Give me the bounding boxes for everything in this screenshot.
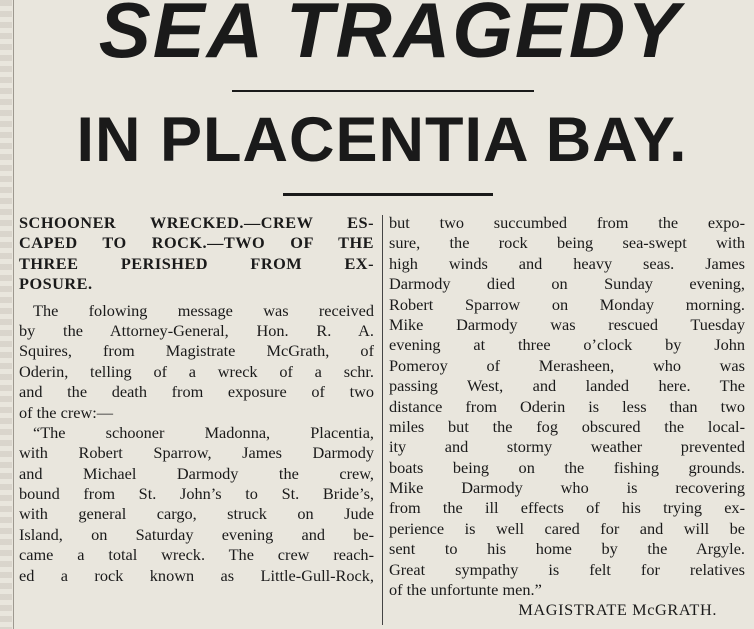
- article-column-right: [389, 213, 745, 621]
- article-divider: [283, 193, 493, 196]
- body-line: with general cargo, struck on Jude: [19, 504, 374, 524]
- article-column-left: [19, 213, 374, 586]
- signature: MAGISTRATE McGRATH.: [518, 600, 717, 620]
- headline-divider: [232, 90, 534, 92]
- subhead-line: SCHOONER WRECKED.—CREW ES-: [19, 213, 374, 232]
- body-line: Pomeroy of Merasheen, who was: [389, 355, 745, 375]
- body-line: and Michael Darmody the crew,: [19, 463, 374, 483]
- body-line: ed a rock known as Little-Gull-Rock,: [19, 565, 374, 585]
- body-line: Darmody died on Sunday evening,: [389, 274, 745, 294]
- body-line: perience is well cared for and will be: [389, 518, 745, 538]
- body-line: Mike Darmody who is recovering: [389, 478, 745, 498]
- column-edge-rule: [13, 0, 14, 629]
- adjacent-column-edge: [0, 0, 12, 629]
- body-line: Island, on Saturday evening and be-: [19, 524, 374, 544]
- subhead-line: THREE PERISHED FROM EX-: [19, 253, 374, 273]
- body-line: but two succumbed from the expo-: [389, 213, 745, 232]
- body-line: Robert Sparrow on Monday morning.: [389, 294, 745, 314]
- body-line: passing West, and landed here. The: [389, 376, 745, 396]
- subhead-line: CAPED TO ROCK.—TWO OF THE: [19, 233, 374, 253]
- column-divider: [382, 215, 383, 625]
- body-line: sent to his home by the Argyle.: [389, 539, 745, 559]
- body-line: from the ill effects of his trying ex-: [389, 498, 745, 518]
- body-line: ity and stormy weather prevented: [389, 437, 745, 457]
- body-line: distance from Oderin is less than two: [389, 396, 745, 416]
- body-line: came a total wreck. The crew reach-: [19, 545, 374, 565]
- headline-line-2: IN PLACENTIA BAY.: [76, 105, 688, 175]
- body-line: bound from St. John’s to St. Bride’s,: [19, 484, 374, 504]
- body-line: Squires, from Magistrate McGrath, of: [19, 341, 374, 361]
- body-line: of the unfortunte men.”: [389, 580, 542, 600]
- body-line: Great sympathy is felt for relatives: [389, 559, 745, 579]
- body-line: evening at three o’clock by John: [389, 335, 745, 355]
- body-line: with Robert Sparrow, James Darmody: [19, 443, 374, 463]
- body-line: of the crew:—: [19, 402, 114, 422]
- headline-line-1: SEA TRAGEDY: [98, 0, 682, 74]
- body-line: high winds and heavy seas. James: [389, 253, 745, 273]
- body-line: Mike Darmody was rescued Tuesday: [389, 314, 745, 334]
- subhead-line: POSURE.: [19, 274, 93, 294]
- body-line: miles but the fog obscured the local-: [389, 416, 745, 436]
- body-line: Oderin, telling of a wreck of a schr.: [19, 361, 374, 381]
- body-line: by the Attorney-General, Hon. R. A.: [19, 320, 374, 340]
- body-line: boats being on the fishing grounds.: [389, 457, 745, 477]
- body-line: “The schooner Madonna, Placentia,: [33, 422, 374, 442]
- body-line: The folowing message was received: [33, 300, 374, 320]
- body-line: sure, the rock being sea-swept with: [389, 233, 745, 253]
- body-line: and the death from exposure of two: [19, 382, 374, 402]
